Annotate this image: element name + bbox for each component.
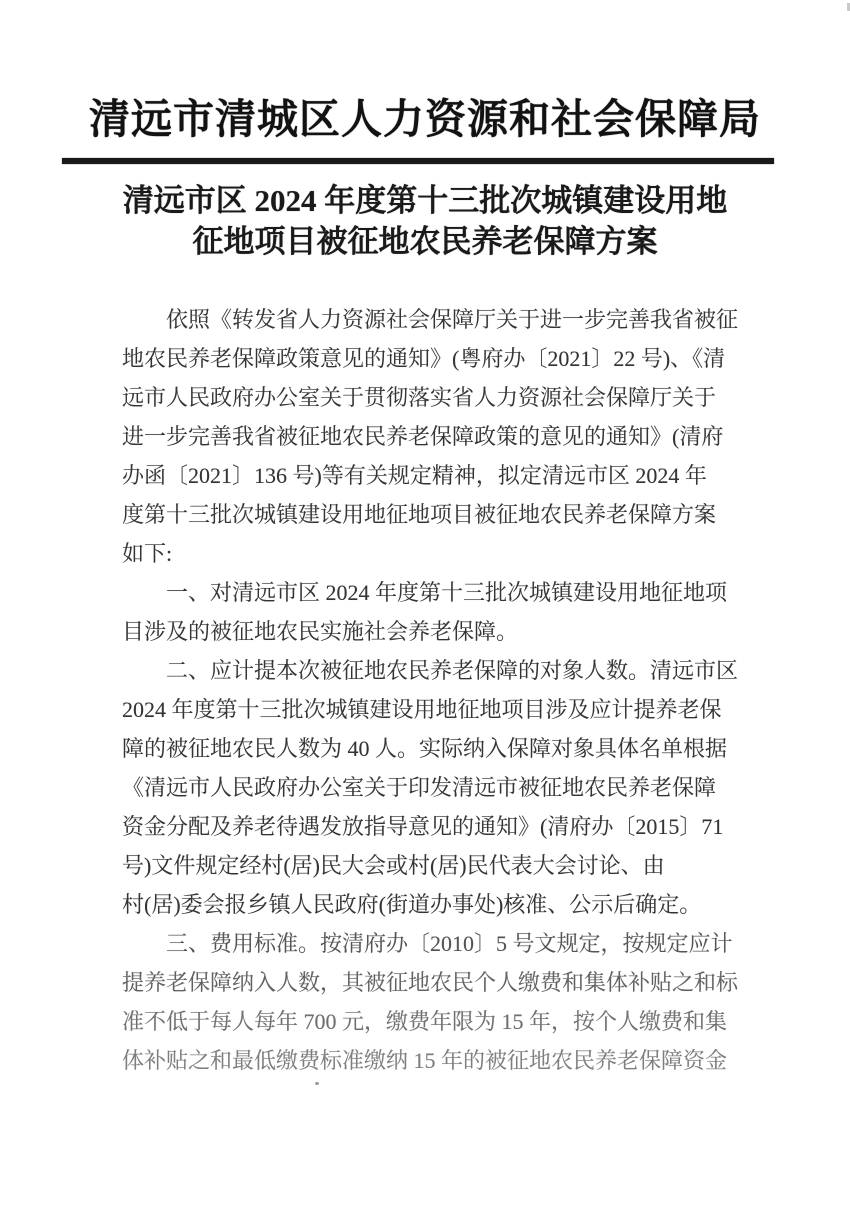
body-line: 障的被征地农民人数为 40 人。实际纳入保障对象具体名单根据 xyxy=(122,736,728,761)
body-line: 村(居)委会报乡镇人民政府(街道办事处)核准、公示后确定。 xyxy=(122,892,702,917)
body-line: 2024 年度第十三批次城镇建设用地征地项目涉及应计提养老保 xyxy=(122,697,722,722)
body-line: 远市人民政府办公室关于贯彻落实省人力资源社会保障厅关于 xyxy=(122,385,717,410)
body-line: 提养老保障纳入人数，其被征地农民个人缴费和集体补贴之和标 xyxy=(122,970,739,995)
body-line: 地农民养老保障政策意见的通知》(粤府办〔2021〕22 号)、《清 xyxy=(122,346,726,371)
body-line: 三、费用标准。按清府办〔2010〕5 号文规定，按规定应计 xyxy=(166,931,733,956)
bureau-title: 清远市清城区人力资源和社会保障局 xyxy=(89,96,761,142)
document-title-line1: 清远市区 2024 年度第十三批次城镇建设用地 xyxy=(122,183,728,218)
scan-speck xyxy=(315,1082,319,1085)
document-title-line2: 征地项目被征地农民养老保障方案 xyxy=(192,224,658,259)
body-line: 一、对清远市区 2024 年度第十三批次城镇建设用地征地项 xyxy=(166,580,728,605)
body-line: 度第十三批次城镇建设用地征地项目被征地农民养老保障方案 xyxy=(122,502,717,527)
body-line: 如下: xyxy=(122,541,173,566)
body-line: 资金分配及养老待遇发放指导意见的通知》(清府办〔2015〕71 xyxy=(122,814,724,839)
body-line: 依照《转发省人力资源社会保障厅关于进一步完善我省被征 xyxy=(166,307,739,332)
body-line: 《清远市人民政府办公室关于印发清远市被征地农民养老保障 xyxy=(122,775,717,800)
body-line: 号)文件规定经村(居)民大会或村(居)民代表大会讨论、由 xyxy=(122,853,665,878)
body-line: 体补贴之和最低缴费标准缴纳 15 年的被征地农民养老保障资金 xyxy=(122,1048,728,1073)
title-divider-rule xyxy=(62,158,774,164)
document-title xyxy=(0,180,850,262)
body-line: 进一步完善我省被征地农民养老保障政策的意见的通知》(清府 xyxy=(122,424,724,449)
body-line: 目涉及的被征地农民实施社会养老保障。 xyxy=(122,619,519,644)
document-body xyxy=(122,300,762,1080)
body-line: 二、应计提本次被征地农民养老保障的对象人数。清远市区 xyxy=(166,658,739,683)
body-line: 办函〔2021〕136 号)等有关规定精神，拟定清远市区 2024 年 xyxy=(122,463,707,488)
body-line: 准不低于每人每年 700 元，缴费年限为 15 年，按个人缴费和集 xyxy=(122,1009,728,1034)
